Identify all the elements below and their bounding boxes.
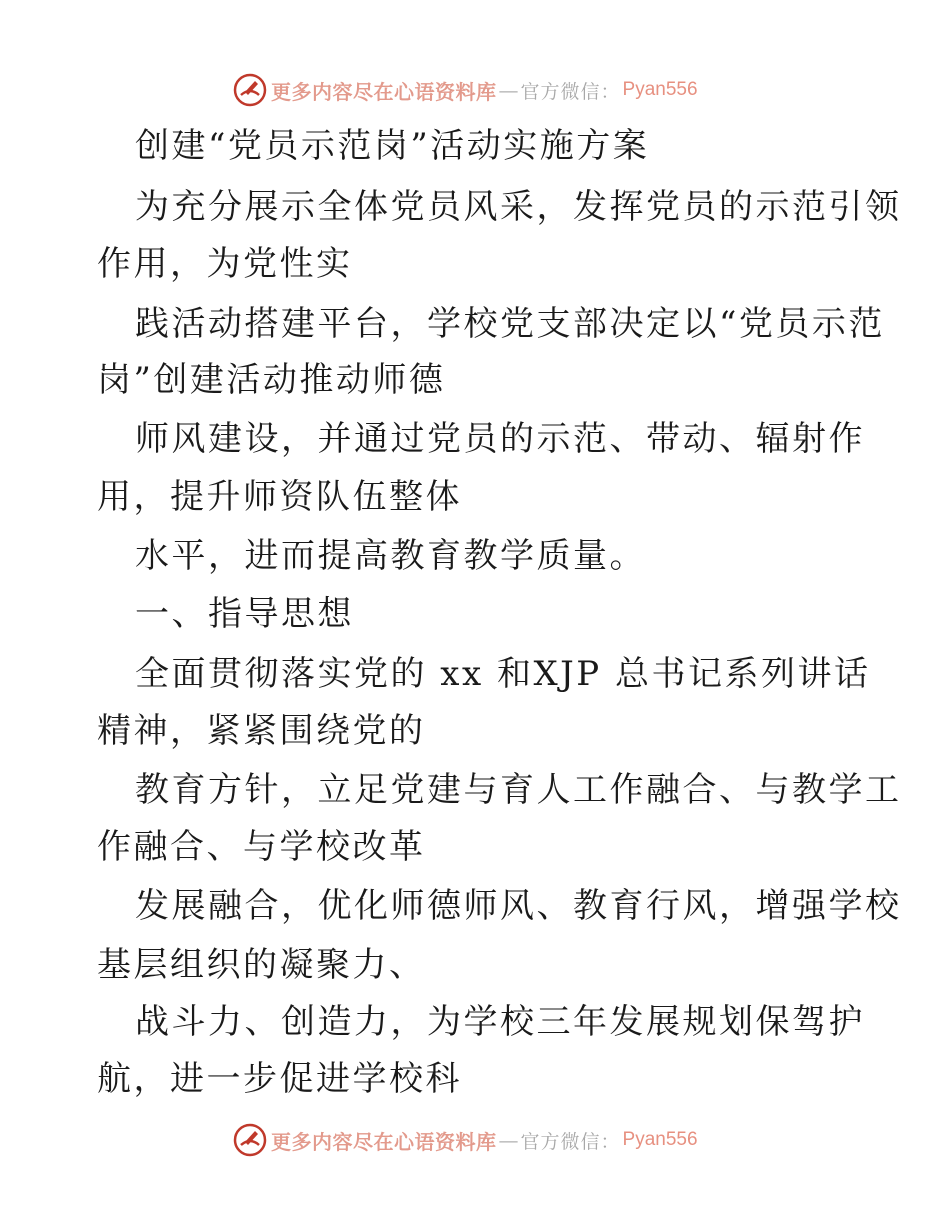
paragraph-line: 师风建设，并通过党员的示范、带动、辐射作 xyxy=(135,419,865,459)
paragraph-line: 水平，进而提高教育教学质量。 xyxy=(135,536,646,576)
section-heading: 一、指导思想 xyxy=(135,594,354,634)
watermark-separator: — xyxy=(498,1128,519,1152)
paragraph-line: 发展融合，优化师德师风、教育行风，增强学校 xyxy=(135,886,902,926)
paragraph-line: 作用，为党性实 xyxy=(97,244,353,284)
footer-watermark xyxy=(233,1122,753,1158)
document-title: 创建“党员示范岗”活动实施方案 xyxy=(135,126,650,166)
watermark-brand-text: 更多内容尽在心语资料库 xyxy=(271,1129,497,1154)
paragraph-line: 基层组织的凝聚力、 xyxy=(97,945,426,985)
paragraph-line: 岗”创建活动推动师德 xyxy=(97,360,446,400)
paragraph-line: 践活动搭建平台，学校党支部决定以“党员示范 xyxy=(135,304,885,344)
header-watermark xyxy=(233,72,753,108)
watermark-official-label: 官方微信： xyxy=(520,80,621,103)
watermark-official-label: 官方微信： xyxy=(520,1130,621,1153)
paragraph-line: 作融合、与学校改革 xyxy=(97,827,426,867)
watermark-brand-text: 更多内容尽在心语资料库 xyxy=(271,79,497,104)
book-pen-logo-icon xyxy=(233,1123,267,1157)
book-pen-logo-icon xyxy=(233,73,267,107)
paragraph-line: 精神，紧紧围绕党的 xyxy=(97,711,426,751)
paragraph-line: 为充分展示全体党员风采，发挥党员的示范引领 xyxy=(135,187,902,227)
watermark-handle: Pyan556 xyxy=(622,1129,698,1150)
paragraph-line: 战斗力、创造力，为学校三年发展规划保驾护 xyxy=(135,1002,865,1042)
paragraph-line: 用，提升师资队伍整体 xyxy=(97,477,462,517)
paragraph-line: 全面贯彻落实党的 xx 和XJP 总书记系列讲话 xyxy=(135,654,871,694)
paragraph-line: 航，进一步促进学校科 xyxy=(97,1059,462,1099)
paragraph-line: 教育方针，立足党建与育人工作融合、与教学工 xyxy=(135,770,902,810)
watermark-handle: Pyan556 xyxy=(622,79,698,100)
watermark-separator: — xyxy=(498,78,519,102)
